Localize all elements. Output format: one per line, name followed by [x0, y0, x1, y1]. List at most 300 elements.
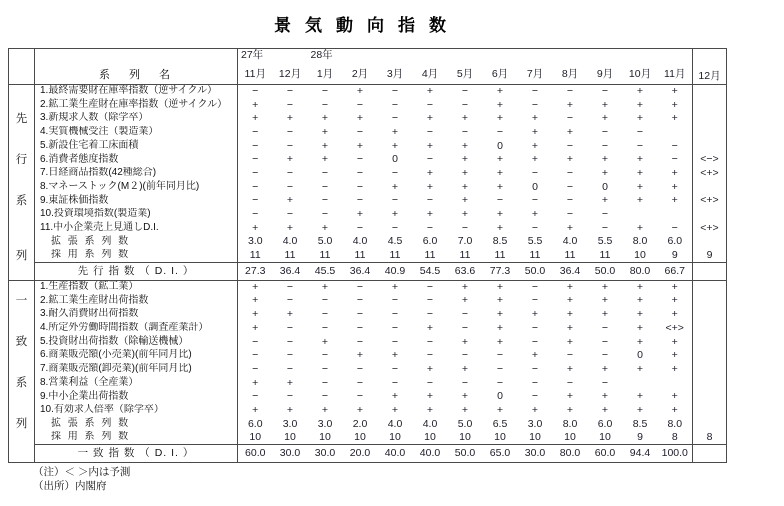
- value-cell: −: [601, 349, 609, 362]
- value-cell: −: [566, 349, 574, 362]
- value-cell: 6.0: [597, 417, 613, 430]
- value-cell: [658, 376, 693, 390]
- value-cell: −: [286, 166, 294, 179]
- series-name: 8.マネーストック(M２)(前年同月比): [35, 180, 238, 194]
- value-cell: +: [286, 403, 294, 416]
- forecast-cell: 9: [706, 248, 713, 261]
- value-cell: +: [286, 153, 294, 166]
- value-cell: −: [531, 335, 539, 348]
- section-side-label: [9, 221, 35, 235]
- value-cell: +: [461, 180, 469, 193]
- di-forecast-cell: [693, 262, 727, 280]
- value-cell: +: [566, 335, 574, 348]
- series-name: 6.消費者態度指数: [35, 153, 238, 167]
- value-cell: −: [566, 180, 574, 193]
- value-cell: −: [286, 208, 294, 221]
- value-cell: −: [426, 376, 434, 389]
- value-cell: +: [601, 390, 609, 403]
- value-cell: +: [601, 362, 609, 375]
- value-cell: −: [601, 125, 609, 138]
- value-cell: +: [636, 85, 644, 98]
- diffusion-index-table: [8, 48, 727, 463]
- forecast-cell: [693, 417, 727, 431]
- year-label: 28年: [310, 49, 333, 61]
- value-cell: −: [356, 335, 364, 348]
- value-cell: 7.0: [457, 235, 473, 248]
- value-cell: +: [496, 180, 504, 193]
- series-name: 1.生産指数（鉱工業）: [35, 280, 238, 294]
- month-header: 12月: [273, 66, 308, 85]
- section-side-label: [9, 180, 35, 194]
- section-side-label: 列: [9, 417, 35, 431]
- di-value-cell: 30.0: [518, 445, 553, 463]
- value-cell: −: [356, 376, 364, 389]
- value-cell: +: [391, 403, 399, 416]
- year-label: [658, 49, 693, 66]
- value-cell: +: [461, 153, 469, 166]
- value-cell: [623, 376, 658, 390]
- value-cell: +: [496, 321, 504, 334]
- section-side-label: 系: [9, 376, 35, 390]
- value-cell: +: [636, 403, 644, 416]
- series-name: 9.中小企業出荷指数: [35, 390, 238, 404]
- value-cell: −: [426, 221, 434, 234]
- section-side-label: [9, 126, 35, 140]
- table-row: [9, 404, 727, 418]
- value-cell: 3.0: [247, 235, 263, 248]
- value-cell: −: [496, 376, 504, 389]
- value-cell: −: [461, 321, 469, 334]
- value-cell: 8.0: [658, 417, 693, 431]
- forecast-cell: [693, 322, 727, 336]
- value-cell: 8.5: [632, 417, 648, 430]
- value-cell: 8.5: [492, 235, 508, 248]
- value-cell: +: [496, 308, 504, 321]
- forecast-cell: [693, 335, 727, 349]
- table-header: [9, 49, 727, 85]
- value-cell: [623, 208, 658, 222]
- value-cell: +: [601, 194, 609, 207]
- value-cell: +: [496, 294, 504, 307]
- table-row: [9, 167, 727, 181]
- value-cell: 11: [424, 248, 436, 261]
- table-row: [9, 194, 727, 208]
- forecast-cell: [693, 363, 727, 377]
- value-cell: 11: [564, 248, 576, 261]
- value-cell: +: [426, 362, 434, 375]
- value-cell: 10: [249, 431, 262, 444]
- value-cell: −: [286, 321, 294, 334]
- value-cell: +: [658, 308, 693, 322]
- section-side-label: [9, 235, 35, 249]
- table-row: [9, 417, 727, 431]
- value-cell: [658, 126, 693, 140]
- value-cell: −: [461, 221, 469, 234]
- value-cell: 10: [459, 431, 471, 444]
- value-cell: +: [496, 166, 504, 179]
- series-name: 7.商業販売額(卸売業)(前年同月比): [35, 363, 238, 377]
- value-cell: 10: [529, 431, 541, 444]
- value-cell: −: [391, 362, 399, 375]
- value-cell: +: [588, 280, 623, 294]
- value-cell: −: [286, 125, 294, 138]
- value-cell: 0: [497, 139, 503, 152]
- value-cell: +: [531, 403, 539, 416]
- value-cell: +: [496, 335, 504, 348]
- value-cell: −: [601, 376, 609, 389]
- value-cell: −: [321, 376, 329, 389]
- value-cell: +: [286, 308, 294, 321]
- value-cell: −: [286, 362, 294, 375]
- section-side-label: 致: [9, 335, 35, 349]
- value-cell: +: [553, 280, 588, 294]
- series-name: 1.最終需要財在庫率指数（逆サイクル）: [35, 85, 238, 99]
- series-name: 4.所定外労働時間指数（調査産業計）: [35, 322, 238, 336]
- value-cell: 11: [494, 248, 506, 261]
- value-cell: 5.5: [527, 235, 543, 248]
- value-cell: +: [496, 221, 504, 234]
- di-value-cell: 65.0: [483, 445, 518, 463]
- value-cell: +: [636, 390, 644, 403]
- value-cell: 9: [658, 249, 693, 263]
- value-cell: 0: [497, 390, 503, 403]
- forecast-cell: [693, 404, 727, 418]
- value-cell: −: [426, 98, 434, 111]
- di-value-cell: 60.0: [238, 445, 273, 463]
- value-cell: +: [286, 221, 294, 234]
- month-header: 6月: [483, 66, 518, 85]
- value-cell: +: [391, 390, 399, 403]
- value-cell: +: [461, 335, 469, 348]
- section-side-label: [9, 208, 35, 222]
- year-label: [273, 49, 308, 66]
- value-cell: +: [531, 308, 539, 321]
- note-source: （出所）内閣府: [33, 479, 107, 492]
- month-header: 10月: [623, 66, 658, 85]
- value-cell: −: [496, 125, 504, 138]
- section-side-label: [9, 390, 35, 404]
- value-cell: −: [496, 362, 504, 375]
- section-side-label: 系: [9, 194, 35, 208]
- value-cell: −: [426, 335, 434, 348]
- value-cell: −: [286, 349, 294, 362]
- value-cell: +: [496, 112, 504, 125]
- value-cell: −: [286, 139, 294, 152]
- value-cell: −: [658, 221, 693, 235]
- value-cell: 8.0: [632, 235, 648, 248]
- value-cell: −: [391, 112, 399, 125]
- table-row: [9, 335, 727, 349]
- value-cell: −: [531, 98, 539, 111]
- value-cell: +: [496, 85, 504, 98]
- di-value-cell: 30.0: [273, 445, 308, 463]
- value-cell: +: [496, 98, 504, 111]
- value-cell: −: [286, 180, 294, 193]
- di-value-cell: 80.0: [623, 262, 658, 280]
- value-cell: +: [391, 139, 399, 152]
- value-cell: +: [461, 403, 469, 416]
- section-side-label: [9, 308, 35, 322]
- series-name: 拡 張 系 列 数: [35, 235, 238, 249]
- table-row: [9, 85, 727, 99]
- value-cell: +: [636, 308, 644, 321]
- value-cell: +: [566, 403, 574, 416]
- series-name-header: 系 列 名: [35, 49, 238, 85]
- value-cell: +: [252, 112, 259, 125]
- value-cell: 5.0: [317, 235, 333, 248]
- value-cell: −: [566, 166, 574, 179]
- value-cell: +: [658, 363, 693, 377]
- value-cell: −: [356, 180, 364, 193]
- value-cell: −: [461, 308, 469, 321]
- value-cell: −: [566, 208, 574, 221]
- value-cell: −: [601, 321, 609, 334]
- month-header: 3月: [378, 66, 413, 85]
- di-value-cell: 50.0: [588, 262, 623, 280]
- value-cell: −: [321, 294, 329, 307]
- value-cell: −: [531, 376, 539, 389]
- value-cell: −: [356, 166, 364, 179]
- value-cell: 0: [637, 349, 643, 362]
- di-value-cell: 20.0: [343, 445, 378, 463]
- value-cell: +: [426, 403, 434, 416]
- series-name: 2.鉱工業生産財在庫率指数（逆サイクル）: [35, 98, 238, 112]
- value-cell: +: [426, 390, 434, 403]
- di-value-cell: 63.6: [448, 262, 483, 280]
- di-value-cell: 36.4: [343, 262, 378, 280]
- value-cell: −: [252, 390, 259, 403]
- value-cell: 11: [599, 248, 611, 261]
- value-cell: +: [636, 166, 644, 179]
- table-row: [9, 249, 727, 263]
- value-cell: +: [321, 153, 329, 166]
- value-cell: −: [356, 390, 364, 403]
- table-row: [9, 376, 727, 390]
- value-cell: +: [356, 208, 364, 221]
- value-cell: +: [308, 280, 343, 294]
- value-cell: 5.0: [457, 417, 473, 430]
- section-side-label: [9, 280, 35, 294]
- value-cell: [658, 208, 693, 222]
- value-cell: −: [252, 180, 259, 193]
- month-header: 1月: [308, 66, 343, 85]
- section-side-label: [9, 363, 35, 377]
- corner-cell: [9, 49, 35, 85]
- di-value-cell: 40.0: [378, 445, 413, 463]
- table-row: [9, 49, 727, 66]
- value-cell: 10: [564, 431, 576, 444]
- di-value-cell: 100.0: [658, 445, 693, 463]
- di-value-cell: 80.0: [553, 445, 588, 463]
- value-cell: −: [391, 321, 399, 334]
- value-cell: +: [601, 308, 609, 321]
- value-cell: −: [531, 294, 539, 307]
- note-forecast: （注）＜ ＞内は予測: [33, 466, 131, 478]
- value-cell: +: [461, 166, 469, 179]
- value-cell: 10: [424, 431, 436, 444]
- value-cell: +: [252, 221, 259, 234]
- value-cell: −: [321, 362, 329, 375]
- di-value-cell: 77.3: [483, 262, 518, 280]
- table-row: [9, 431, 727, 445]
- year-label: [343, 49, 378, 66]
- value-cell: 10: [634, 248, 646, 261]
- table-row: [9, 262, 727, 280]
- section-side-label: [9, 139, 35, 153]
- forecast-cell: [693, 308, 727, 322]
- value-cell: −: [252, 362, 259, 375]
- di-value-cell: 36.4: [553, 262, 588, 280]
- month-header: 9月: [588, 66, 623, 85]
- di-value-cell: 40.9: [378, 262, 413, 280]
- value-cell: +: [636, 335, 644, 348]
- table-row: [9, 390, 727, 404]
- series-name: 採 用 系 列 数: [35, 431, 238, 445]
- value-cell: −: [426, 194, 434, 207]
- value-cell: 11: [354, 248, 366, 261]
- value-cell: +: [566, 153, 574, 166]
- value-cell: −: [391, 294, 399, 307]
- value-cell: 4.0: [352, 235, 368, 248]
- year-label: [378, 49, 413, 66]
- forecast-cell: <+>: [700, 166, 719, 179]
- value-cell: +: [636, 194, 644, 207]
- value-cell: −: [321, 321, 329, 334]
- value-cell: −: [391, 335, 399, 348]
- value-cell: −: [356, 321, 364, 334]
- value-cell: 6.0: [247, 417, 263, 430]
- value-cell: −: [461, 85, 469, 98]
- value-cell: +: [636, 321, 644, 334]
- value-cell: +: [658, 85, 693, 99]
- value-cell: +: [426, 208, 434, 221]
- value-cell: −: [321, 166, 329, 179]
- table-row: [9, 112, 727, 126]
- value-cell: +: [566, 390, 574, 403]
- di-value-cell: 60.0: [588, 445, 623, 463]
- value-cell: 4.0: [387, 417, 403, 430]
- value-cell: −: [601, 208, 609, 221]
- value-cell: +: [623, 280, 658, 294]
- value-cell: −: [531, 362, 539, 375]
- value-cell: +: [252, 308, 259, 321]
- month-header: 2月: [343, 66, 378, 85]
- value-cell: −: [426, 308, 434, 321]
- value-cell: −: [566, 112, 574, 125]
- value-cell: 2.0: [352, 417, 368, 430]
- section-side-label: [9, 167, 35, 181]
- value-cell: −: [321, 180, 329, 193]
- forecast-cell: [693, 112, 727, 126]
- value-cell: −: [356, 98, 364, 111]
- value-cell: +: [252, 376, 259, 389]
- value-cell: +: [426, 321, 434, 334]
- value-cell: −: [601, 221, 609, 234]
- table-row: [9, 294, 727, 308]
- value-cell: −: [252, 139, 259, 152]
- di-value-cell: 27.3: [238, 262, 273, 280]
- value-cell: −: [531, 194, 539, 207]
- value-cell: +: [356, 349, 364, 362]
- table-row: [9, 98, 727, 112]
- value-cell: +: [321, 139, 329, 152]
- value-cell: +: [601, 112, 609, 125]
- di-value-cell: 30.0: [308, 445, 343, 463]
- table-row: [9, 139, 727, 153]
- value-cell: 6.5: [492, 417, 508, 430]
- value-cell: +: [636, 362, 644, 375]
- value-cell: +: [531, 112, 539, 125]
- value-cell: 11: [529, 248, 541, 261]
- value-cell: +: [636, 153, 644, 166]
- value-cell: +: [321, 221, 329, 234]
- value-cell: −: [286, 85, 294, 98]
- forecast-cell: [693, 376, 727, 390]
- table-row: [9, 126, 727, 140]
- year-label: [518, 49, 553, 66]
- value-cell: +: [391, 349, 399, 362]
- year-label: [483, 49, 518, 66]
- table-row: [9, 322, 727, 336]
- month-header: 4月: [413, 66, 448, 85]
- value-cell: −: [566, 376, 574, 389]
- series-name: 3.耐久消費財出荷指数: [35, 308, 238, 322]
- month-header: 11月: [658, 66, 693, 85]
- value-cell: −: [356, 308, 364, 321]
- value-cell: −: [518, 280, 553, 294]
- value-cell: +: [636, 98, 644, 111]
- value-cell: −: [461, 349, 469, 362]
- value-cell: +: [496, 403, 504, 416]
- year-label: [413, 49, 448, 66]
- value-cell: 8: [658, 431, 693, 445]
- value-cell: +: [356, 139, 364, 152]
- value-cell: +: [658, 112, 693, 126]
- value-cell: +: [461, 194, 469, 207]
- forecast-cell: [693, 349, 727, 363]
- footnotes: [33, 466, 130, 493]
- series-name: 5.投資財出荷指数（除輸送機械）: [35, 335, 238, 349]
- di-value-cell: 66.7: [658, 262, 693, 280]
- forecast-cell: [693, 294, 727, 308]
- value-cell: −: [252, 153, 259, 166]
- value-cell: +: [531, 139, 539, 152]
- forecast-cell: [693, 98, 727, 112]
- di-value-cell: 45.5: [308, 262, 343, 280]
- forecast-cell: <−>: [700, 153, 719, 166]
- value-cell: −: [496, 349, 504, 362]
- year-label: [623, 49, 658, 66]
- value-cell: +: [426, 112, 434, 125]
- value-cell: −: [391, 98, 399, 111]
- forecast-cell: 8: [706, 431, 713, 444]
- value-cell: +: [658, 180, 693, 194]
- value-cell: 9: [637, 431, 643, 444]
- value-cell: 3.0: [282, 417, 298, 430]
- page-title: 景気動向指数: [274, 16, 460, 35]
- value-cell: +: [321, 112, 329, 125]
- value-cell: +: [601, 294, 609, 307]
- value-cell: −: [461, 125, 469, 138]
- value-cell: −: [321, 98, 329, 111]
- value-cell: −: [461, 98, 469, 111]
- value-cell: −: [321, 208, 329, 221]
- month-header: 8月: [553, 66, 588, 85]
- table-row: [9, 280, 727, 294]
- value-cell: +: [286, 194, 294, 207]
- value-cell: −: [531, 321, 539, 334]
- value-cell: +: [636, 294, 644, 307]
